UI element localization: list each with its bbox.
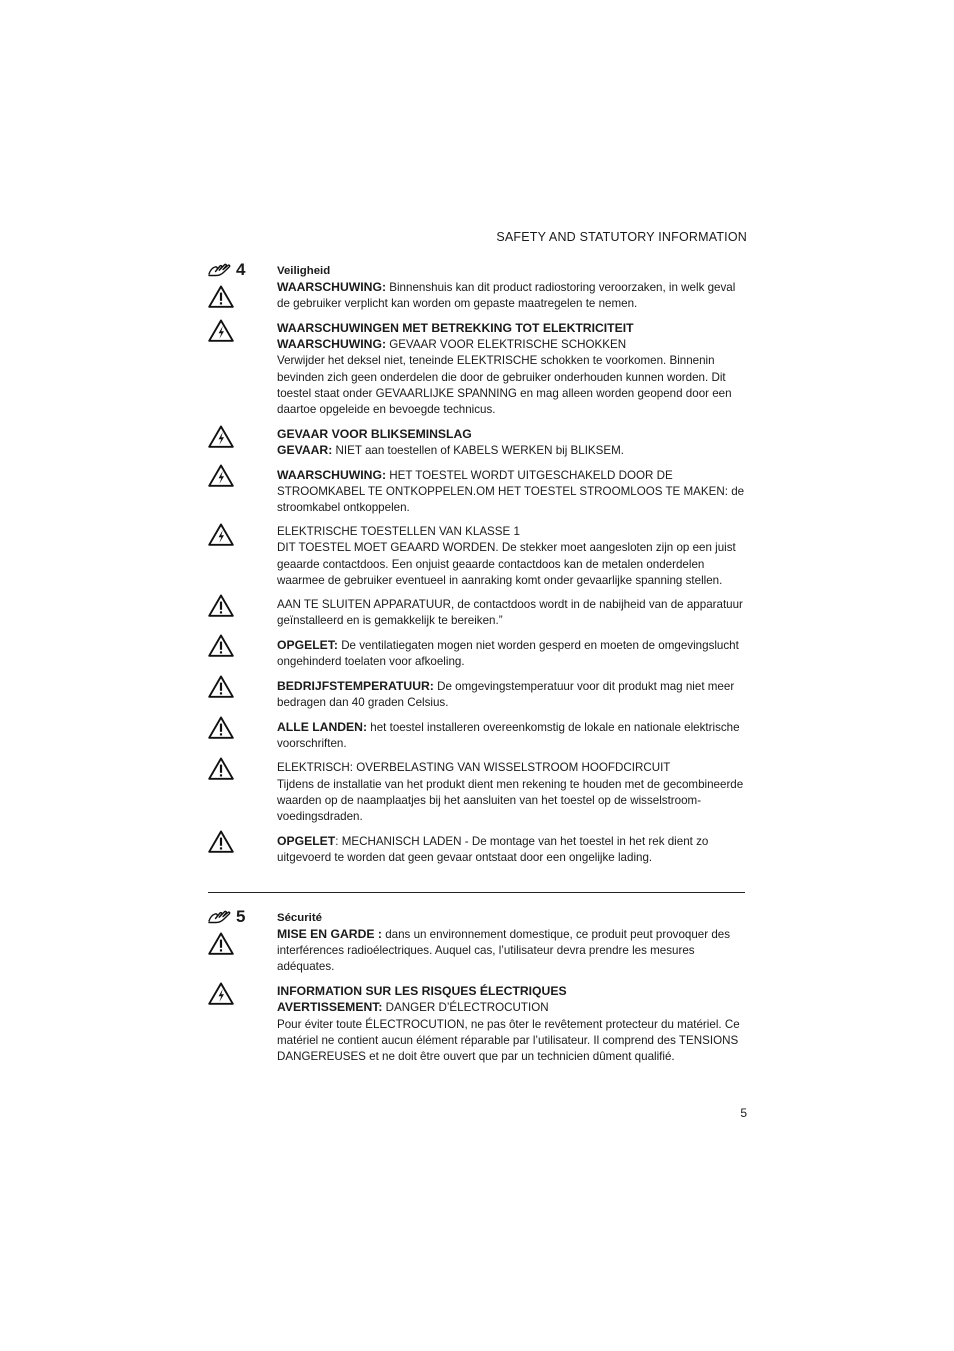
electric-warning-triangle-icon bbox=[208, 319, 234, 342]
safety-block bbox=[208, 983, 748, 1064]
block-text: OPGELET: MECHANISCH LADEN - De montage van het toestel in het rek dient zo uitgevoerd te worden dat geen gevaar ontstaat door een ongelijke lading. bbox=[277, 833, 709, 864]
page-number: 5 bbox=[740, 1106, 747, 1120]
safety-block bbox=[208, 719, 748, 752]
safety-block bbox=[208, 467, 748, 516]
safety-block bbox=[208, 678, 748, 711]
section-title: Sécurité bbox=[277, 912, 322, 924]
safety-block bbox=[208, 760, 748, 824]
warning-triangle-icon bbox=[208, 716, 234, 739]
safety-block bbox=[208, 833, 748, 866]
electric-warning-triangle-icon bbox=[208, 982, 234, 1005]
block-text: ALLE LANDEN: het toestel installeren overeenkomstig de lokale en nationale elektrische voorschriften. bbox=[277, 720, 740, 751]
safety-block bbox=[208, 320, 748, 418]
block-text: Verwijder het deksel niet, teneinde ELEKTRISCHE schokken te voorkomen. Binnenin bevinden zich geen onderdelen die door de gebruiker onderhouden kunnen worden. Dit toestel staat onder GEVAARLIJKE SPANNING en mag alleen worden geopend door een daartoe opgeleide en bevoegde technicus. bbox=[277, 354, 732, 416]
language-number: 4 bbox=[236, 260, 246, 279]
warning-triangle-icon bbox=[208, 932, 234, 955]
warning-triangle-icon bbox=[208, 634, 234, 657]
section-divider bbox=[208, 892, 745, 893]
warning-triangle-icon bbox=[208, 285, 234, 308]
electric-warning-triangle-icon bbox=[208, 464, 234, 487]
section-dutch bbox=[208, 260, 748, 866]
block-text: GEVAAR: NIET aan toestellen of KABELS WERKEN bij BLIKSEM. bbox=[277, 442, 624, 457]
safety-block bbox=[208, 426, 748, 459]
warning-triangle-icon bbox=[208, 675, 234, 698]
block-subheading: WAARSCHUWING: GEVAAR VOOR ELEKTRISCHE SCHOKKEN bbox=[277, 337, 627, 352]
section-french bbox=[208, 907, 748, 1065]
block-text: Tijdens de installatie van het produkt dient men rekening te houden met de gecombineerde waarden op de naamplaatjes bij het aansluiten van het toestel op de wisselstroom-voedingsdraden. bbox=[277, 777, 744, 823]
block-heading: ELEKTRISCH: OVERBELASTING VAN WISSELSTROOM HOOFDCIRCUIT bbox=[277, 761, 671, 775]
block-heading: WAARSCHUWINGEN MET BETREKKING TOT ELEKTRICITEIT bbox=[277, 321, 634, 336]
block-heading: GEVAAR VOOR BLIKSEMINSLAG bbox=[277, 426, 472, 441]
electric-warning-triangle-icon bbox=[208, 425, 234, 448]
block-text: BEDRIJFSTEMPERATUUR: De omgevingstemperatuur voor dit produkt mag niet meer bedragen dan 40 graden Celsius. bbox=[277, 679, 735, 710]
safety-block bbox=[208, 637, 748, 670]
block-subheading: AVERTISSEMENT: DANGER D’ÉLECTROCUTION bbox=[277, 1000, 549, 1015]
electric-warning-triangle-icon bbox=[208, 523, 234, 546]
safety-block bbox=[208, 597, 748, 629]
language-number: 5 bbox=[236, 907, 246, 926]
warning-triangle-icon bbox=[208, 830, 234, 853]
block-text: MISE EN GARDE : dans un environnement domestique, ce produit peut provoquer des interférences radioélectriques. Auquel cas, l’utilisateur devra prendre les mesures adéquates. bbox=[277, 927, 731, 974]
safety-block bbox=[208, 910, 748, 975]
safety-block bbox=[208, 524, 748, 588]
header-title: SAFETY AND STATUTORY INFORMATION bbox=[496, 230, 747, 244]
section-title: Veiligheid bbox=[277, 265, 331, 277]
safety-block bbox=[208, 263, 748, 312]
block-text: WAARSCHUWING: HET TOESTEL WORDT UITGESCHAKELD DOOR DE STROOMKABEL TE ONTKOPPELEN.OM HET TOESTEL STROOMLOOS TE MAKEN: de stroomkabel ontkoppelen. bbox=[277, 468, 745, 515]
block-text: AAN TE SLUITEN APPARATUUR, de contactdoos wordt in de nabijheid van de apparatuur geïnstalleerd en is gemakkelijk te bereiken.” bbox=[277, 597, 743, 627]
block-heading: ELEKTRISCHE TOESTELLEN VAN KLASSE 1 bbox=[277, 525, 520, 539]
block-text: OPGELET: De ventilatiegaten mogen niet worden gesperd en moeten de omgevingslucht ongehinderd toelaten voor afkoeling. bbox=[277, 637, 739, 668]
block-text: Pour éviter toute ÉLECTROCUTION, ne pas ôter le revêtement protecteur du matériel. Ce matériel ne contient aucun élément réparable par l’utilisateur. Il comprend des TENSIONS DANGEREUSES et ne doit être ouvert que par un technicien dûment qualifié. bbox=[277, 1017, 740, 1063]
warning-triangle-icon bbox=[208, 594, 234, 617]
block-text: WAARSCHUWING: Binnenshuis kan dit product radiostoring veroorzaken, in welk geval de gebruiker verplicht kan worden om gepaste maatregelen te nemen. bbox=[277, 280, 736, 311]
block-text: DIT TOESTEL MOET GEAARD WORDEN. De stekker moet aangesloten zijn op een juist geaarde contactdoos. Een onjuist geaarde contactdoos kan de metalen onderdelen waarmee de gebruiker eventueel in aanraking komt onder gevaarlijke spanning stellen. bbox=[277, 541, 736, 587]
warning-triangle-icon bbox=[208, 757, 234, 780]
block-heading: INFORMATION SUR LES RISQUES ÉLECTRIQUES bbox=[277, 984, 567, 999]
